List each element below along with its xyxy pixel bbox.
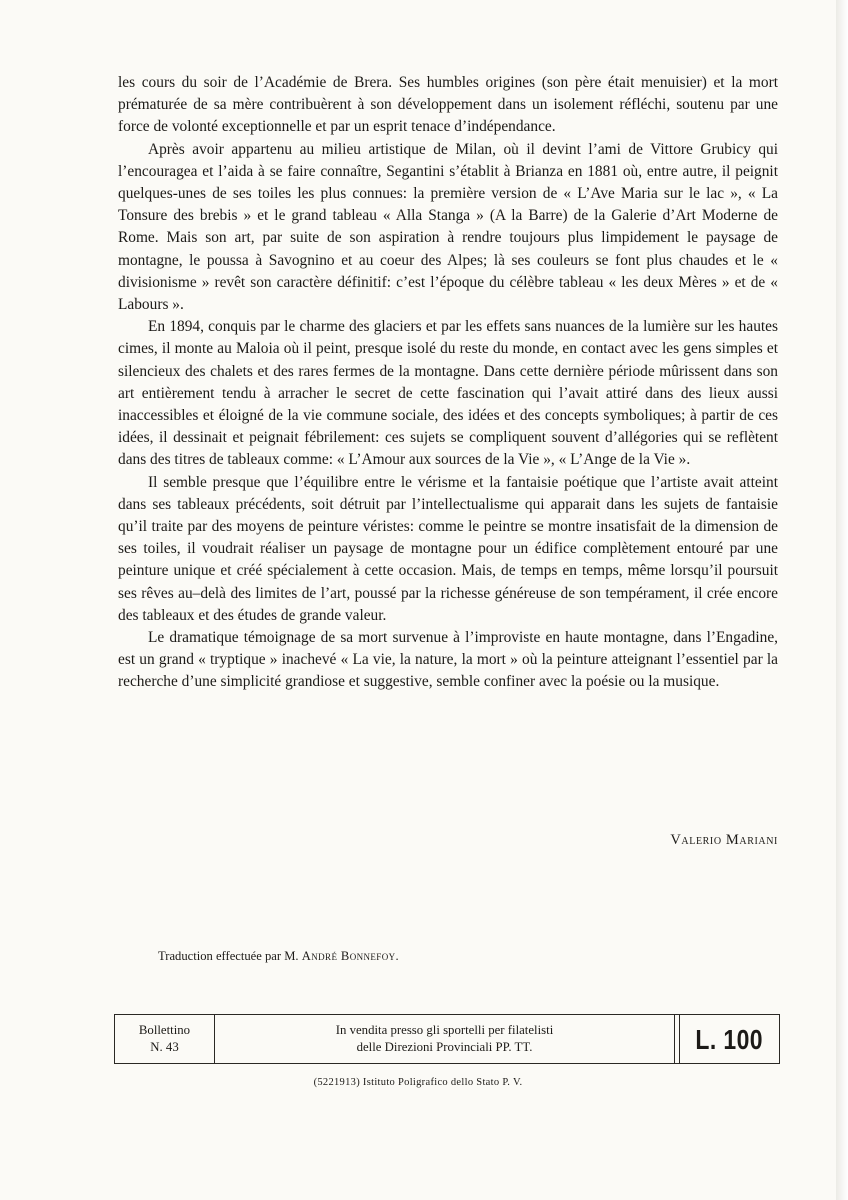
translation-credit — [158, 949, 399, 964]
page-edge — [836, 0, 848, 1200]
price: L. 100 — [695, 1023, 764, 1055]
paragraph-3: En 1894, conquis par le charme des glaciers et par les effets sans nuances de la lumière sur les hautes cimes, il monte au Maloia où il peint, presque isolé du reste du monde, en contact avec les gens simples et silencieux des chalets et des rares fermes de la montagne. Dans cette dernière période mûrissent dans son art entièrement tendu à arracher le secret de cette fascination qui l’avait attiré dans des lieux aussi inaccessibles et éloigné de la vie commune sociale, des idées et des concepts symboliques; à partir de ces idées, il dessinait et peignait fébrilement: ces sujets se compliquent souvent d’allégories qui se reflètent dans des titres de tableaux comme: « L’Amour aux sources de la Vie », « L’Ange de la Vie ». — [118, 318, 778, 469]
article-body — [118, 72, 778, 694]
paragraph-4: Il semble presque que l’équilibre entre le vérisme et la fantaisie poétique que l’artiste avait atteint dans ses tableaux précédents, soit détruit par l’intellectualisme qui apparait dans les sujets de fantaisie qu’il traite par des moyens de peinture véristes: comme le peintre se montre insatisfait de la dimension de ses toiles, il voudrait réaliser un paysage de montagne pour un édifice complètement entouré par une peinture unique et créé spécialement à cette occasion. Mais, de temps en temps, même lorsqu’il poursuit ses rêves au–delà des limites de l’art, poussé par la richesse généreuse de son tempérament, il crée encore des tableaux et des études de grande valeur. — [118, 473, 778, 624]
sale-info-cell — [215, 1015, 675, 1063]
bulletin-number: N. 43 — [150, 1040, 179, 1054]
paragraph-1: les cours du soir de l’Académie de Brera. Ses humbles origines (son père était menuisier) et la mort prématurée de sa mère contribuèrent à son développement dans un isolement réfléchi, soutenu par une force de volonté exceptionnelle et par un esprit tenace d’indépendance. — [118, 74, 778, 136]
bulletin-label: Bollettino — [138, 1023, 191, 1037]
bulletin-cell — [115, 1015, 215, 1063]
paragraph-5: Le dramatique témoignage de sa mort survenue à l’improviste en haute montagne, dans l’Engadine, est un grand « tryptique » inachevé « La vie, la nature, la mort » où la peinture atteignant l’essentiel par la recherche d’une simplicité grandiose et suggestive, semble confiner avec la poésie ou la musique. — [118, 629, 778, 691]
printer-imprint: (5221913) Istituto Poligrafico dello Stato P. V. — [313, 1077, 523, 1088]
paragraph-2: Après avoir appartenu au milieu artistique de Milan, où il devint l’ami de Vittore Grubicy qui l’encouragea et l’aida à se faire connaître, Segantini s’établit à Brianza en 1881 où, entre autre, il peignit quelques-unes de ses toiles les plus connues: la première version de « L’Ave Maria sur le lac », « La Tonsure des brebis » et le grand tableau « Alla Stanga » (A la Barre) de la Galerie d’Art Moderne de Rome. Mais son art, par suite de son aspiration à rendre toujours plus limpidement le paysage de montagne, le poussa à Savognino et au coeur des Alpes; là ses couleurs se font plus chaudes et le « divisionisme » revêt son caractère définitif: c’est l’époque du célèbre tableau « les deux Mères » et de « Labours ». — [118, 140, 778, 314]
price-cell — [679, 1015, 779, 1063]
author-signature: Valerio Mariani — [670, 832, 778, 848]
sale-info-line-2: delle Direzioni Provinciali PP. TT. — [356, 1040, 533, 1054]
sale-info-line-1: In vendita presso gli sportelli per filatelisti — [335, 1023, 554, 1037]
footer-box — [114, 1014, 780, 1064]
translator-name: André Bonnefoy. — [301, 949, 400, 963]
translation-prefix: Traduction effectuée par M. — [158, 949, 299, 963]
